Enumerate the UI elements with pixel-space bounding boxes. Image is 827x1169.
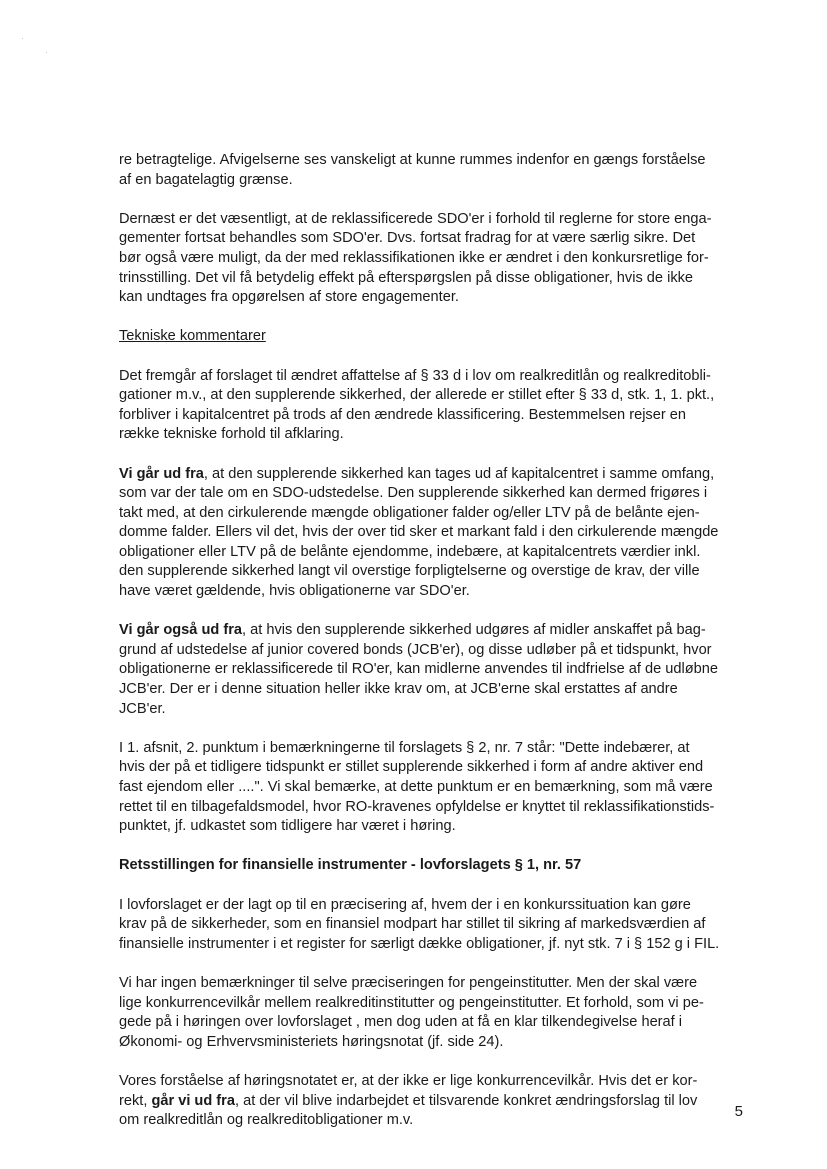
- bold-lead: Vi går også ud fra: [119, 622, 242, 639]
- paragraph-8: Vi har ingen bemærkninger til selve præciseringen for pengeinstitutter. Men der skal være lige konkurrencevilkår mellem realkreditinstitutter og pengeinstitutter. Et forhold, som vi pe- gede på i høringen over lovforslaget , men dog uden at få en klar tilkendegivelse heraf i Økonomi- og Erhvervsministeriets høringsnotat (jf. side 24).: [119, 974, 704, 1050]
- paragraph-7: I lovforslaget er der lagt op til en præcisering af, hvem der i en konkurssituation kan gøre krav på de sikkerheder, som en finansiel modpart har stillet til sikring af markedsværdien af finansielle instrumenter i et register for særligt dække obligationer, jf. nyt stk. 7 i § 152 g i FIL.: [119, 896, 720, 952]
- section-heading-financial-instruments: Retsstillingen for finansielle instrumenter - lovforslagets § 1, nr. 57: [119, 857, 582, 874]
- document-body: [119, 151, 744, 1150]
- section-heading-technical: Tekniske kommentarer: [119, 328, 266, 345]
- paragraph-9: Vores forståelse af høringsnotatet er, at der ikke er lige konkurrencevilkår. Hvis det er kor- rekt, går vi ud fra, at der vil blive indarbejdet et tilsvarende konkret ændringsforslag til lov om realkreditlån og realkreditobligationer m.v.: [119, 1072, 698, 1129]
- paragraph-3: Det fremgår af forslaget til ændret affattelse af § 33 d i lov om realkreditlån og realkreditobli- gationer m.v., at den supplerende sikkerhed, der allerede er stillet efter § 33 d, stk. 1, 1. pkt., forbliver i kapitalcentret på trods af den ændrede klassificering. Bestemmelsen rejser en række tekniske forhold til afklaring.: [119, 367, 715, 443]
- page-number: 5: [734, 1103, 743, 1120]
- scan-speck: [46, 52, 47, 53]
- paragraph-4: Vi går ud fra, at den supplerende sikkerhed kan tages ud af kapitalcentret i samme omfang, som var der tale om en SDO-udstedelse. Den supplerende sikkerhed kan dermed frigøres i takt med, at den cirkulerende mængde obligationer falder og/eller LTV på de belånte ejen- domme falder. Ellers vil det, hvis der over tid sker et markant fald i den cirkulerende mængde obligationer eller LTV på de belånte ejendomme, indebære, at kapitalcentrets værdier inkl. den supplerende sikkerhed langt vil overstige forpligtelserne og overstige de krav, der ville have været gældende, hvis obligationerne var SDO'er.: [119, 465, 719, 600]
- paragraph-1: re betragtelige. Afvigelserne ses vanskeligt at kunne rummes indenfor en gængs forståelse af en bagatelagtig grænse.: [119, 152, 706, 188]
- scan-speck: [22, 38, 23, 39]
- paragraph-2: Dernæst er det væsentligt, at de reklassificerede SDO'er i forhold til reglerne for store enga- gementer fortsat behandles som SDO'er. Dvs. fortsat fradrag for at være særlig sikre. Det bør også være muligt, da der med reklassifikationen ikke er ændret i den konkursretlige for- trinsstilling. Det vil få betydelig effekt på efterspørgslen på disse obligationer, hvis de ikke kan undtages fra opgørelsen af store engagementer.: [119, 210, 712, 306]
- paragraph-5: Vi går også ud fra, at hvis den supplerende sikkerhed udgøres af midler anskaffet på bag- grund af udstedelse af junior covered bonds (JCB'er), og disse udløber på et tidspunkt, hvor obligationerne er reklassificerede til RO'er, kan midlerne anvendes til indfrielse af de udløbne JCB'er. Der er i denne situation heller ikke krav om, at JCB'erne skal erstattes af andre JCB'er.: [119, 622, 719, 717]
- paragraph-6: I 1. afsnit, 2. punktum i bemærkningerne til forslagets § 2, nr. 7 står: "Dette indebærer, at hvis der på et tidligere tidspunkt er stillet supplerende sikkerhed i form af andre aktiver end fast ejendom eller ....". Vi skal bemærke, at dette punktum er en bemærkning, som må være rettet til en tilbagefaldsmodel, hvor RO-kravenes opfyldelse er knyttet til reklassifikationstids- punktet, jf. udkastet som tidligere har været i høring.: [119, 739, 715, 835]
- bold-phrase: går vi ud fra: [151, 1092, 235, 1109]
- bold-lead: Vi går ud fra: [119, 465, 204, 482]
